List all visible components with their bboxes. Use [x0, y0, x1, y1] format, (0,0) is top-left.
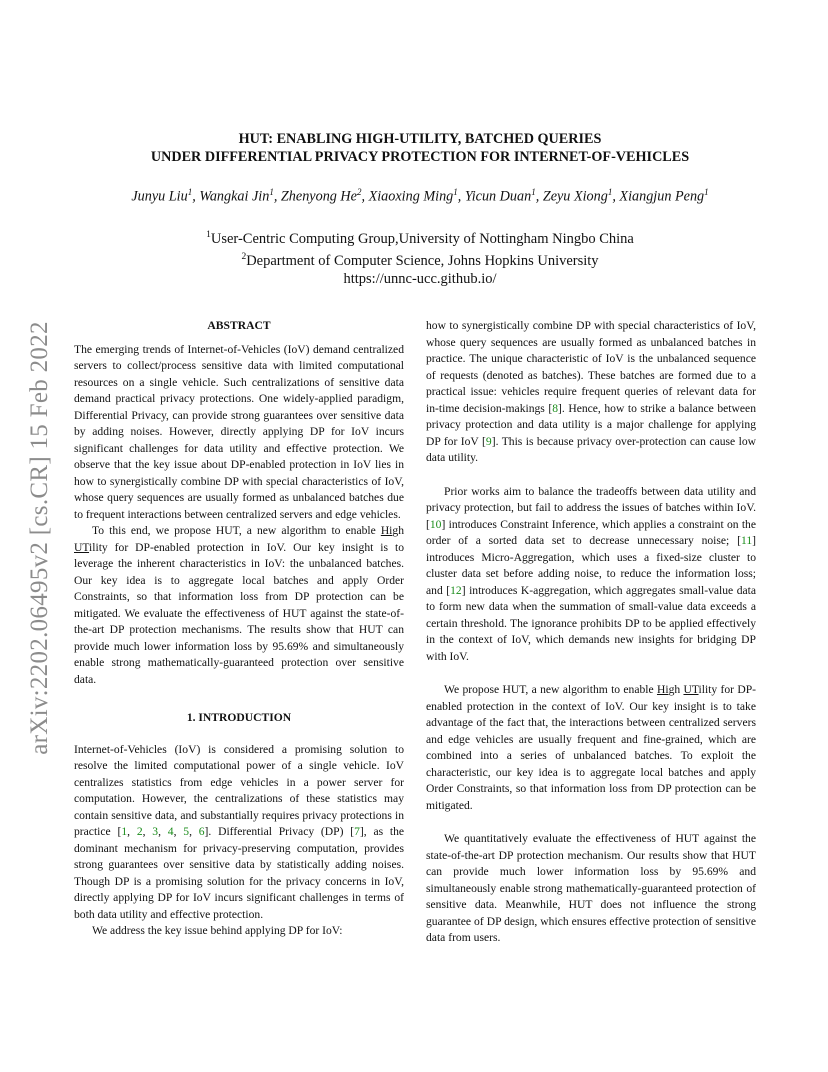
author-list: Junyu Liu$^1$, Wangkai Jin$^1$, Zhenyong He$^2$, Xiaoxing Ming$^1$, Yicun Duan$^1$, Zeyu Xiong$^1$, Xiangjun Peng$^1$: [131, 187, 709, 205]
author-name: Zhenyong He: [280, 188, 357, 205]
affiliation-1-mark: 1: [206, 230, 211, 240]
citation-link[interactable]: 7: [354, 825, 360, 838]
affiliations: [70, 226, 770, 288]
right-paragraph-3: We propose HUT, a new algorithm to enable High UTility for DP-enabled protection in the context of IoV. Our key insight is to take advantage of the fact that, the interactions between centralized servers and edge vehicles are usually frequent and fine-grained, which are combined into a series of unbalanced batches. To exploit the characteristic, our key idea is to aggregate local batches and apply Order Constraints, so that information loss from DP protection can be mitigated.: [426, 683, 757, 812]
group-url[interactable]: https://unnc-ucc.github.io/: [343, 270, 497, 287]
abstract-paragraph-2: To this end, we propose HUT, a new algorithm to enable High UTility for DP-enabled protection in IoV. Our key insight is to leverage the inherent characteristics in IoV: the unbalanced batches. Our key idea is to aggregate local batches and apply Order Constraints, so that information loss from DP protection can be mitigated. We evaluate the effectiveness of HUT against the state-of-the-art DP protection mechanisms. The results show that HUT can provide much lower information loss by 95.69% and simultaneously enable strong mathematically-guaranteed protection over sensitive data.: [74, 524, 404, 686]
author-name: Xiangjun Peng: [619, 188, 705, 205]
left-column: [74, 318, 404, 940]
citation-link[interactable]: 9: [485, 434, 492, 448]
abstract-paragraph-1: The emerging trends of Internet-of-Vehicles (IoV) demand centralized servers to collect/process sensitive data with limited computational resources on a single vehicle. Such centralizations of sensitive data demand practical privacy protections. One widely-applied paradigm, Differential Privacy, can provide strong guarantees over sensitive data by adding noises. However, directly applying DP for IoV incurs significant challenges for data utility and effective protection. We observe that the key issue about DP-enabled protection in IoV lies in how to synergistically combine DP with special characteristics of IoV, whose query sequences are usually formed as unbalanced batches due to frequent interactions between centralized servers and edge vehicles.: [74, 342, 404, 521]
right-column: [426, 318, 756, 947]
abstract-heading: ABSTRACT: [207, 319, 271, 332]
citation-link[interactable]: 6: [198, 825, 205, 838]
author-name: Wangkai Jin: [199, 188, 270, 205]
author-name: Yicun Duan: [464, 188, 532, 205]
author-affiliation-mark: 1: [607, 187, 613, 197]
author-affiliation-mark: 1: [187, 187, 193, 197]
author-affiliation-mark: 1: [453, 187, 458, 197]
author-name: Junyu Liu: [131, 188, 188, 205]
paper-title: [70, 130, 770, 166]
right-paragraph-1: how to synergistically combine DP with special characteristics of IoV, whose query sequences are usually formed as unbalanced batches in practice. The unique characteristic of IoV is the unbalanced sequence of requests (denoted as batches). These batches are formed due to a practical issue: vehicles require frequent queries of relevant data for in-time decision-makings [8]. Hence, how to strike a balance between privacy protection and data utility is a major challenge for applying DP for IoV [9]. This is because privacy over-protection can cause low data utility.: [426, 319, 756, 464]
citation-link[interactable]: 12: [450, 583, 462, 597]
introduction-heading: 1. INTRODUCTION: [186, 711, 292, 724]
right-paragraph-4: We quantitatively evaluate the effectiveness of HUT against the state-of-the-art DP protection mechanism. Our results show that HUT can provide much lower information loss by 95.69% and simultaneously enable strong mathematically-guaranteed protection of sensitive data. Meanwhile, HUT does not influence the strong guarantee of DP design, which ensures effective protection of sensitive data from users.: [426, 832, 756, 944]
citation-link[interactable]: 11: [740, 534, 753, 547]
title-line-1: HUT: ENABLING HIGH-UTILITY, BATCHED QUERIES: [238, 131, 602, 147]
arxiv-identifier: [18, 288, 62, 788]
affiliation-2: [70, 248, 770, 270]
intro-paragraph-1: Internet-of-Vehicles (IoV) is considered a promising solution to resolve the limited computational power of a single vehicle. IoV centralizes statistics from edge vehicles in a power server for computation. However, the centralizations of these statistics may contain sensitive data, and substantially requires privacy protections in practice [1, 2, 3, 4, 5, 6]. Differential Privacy (DP) [7], as the dominant mechanism for privacy-preserving computation, provides strong guarantees over sensitive data by statistically adding noises. Though DP is a promising solution for the privacy concerns in IoV, directly applying DP for IoV incurs significant challenges in terms of both data utility and effective protection.: [74, 742, 405, 921]
affiliation-1-text: User-Centric Computing Group,University of Nottingham Ningbo China: [210, 230, 634, 247]
affiliation-2-mark: 2: [241, 251, 247, 262]
citation-link[interactable]: 4: [167, 825, 174, 838]
right-paragraph-2: Prior works aim to balance the tradeoffs between data utility and privacy protection, but fail to address the issues of batches within IoV. [10] introduces Constraint Inference, which applies a constraint on the order of a sorted data set to decrease unnecessary noise; [11] introduces Micro-Aggregation, which uses a fixed-size cluster to cluster data set before adding noise, to reduce the information loss; and [12] introduces K-aggregation, which aggregates small-value data to form new data when the summation of small-value data exceeds a certain threshold. The ignorance prohibits DP to be applied effectively in the context of IoV, which demands new insights for bridging DP with IoV.: [426, 484, 757, 663]
citation-link[interactable]: 1: [121, 825, 128, 838]
citation-link[interactable]: 10: [429, 517, 442, 531]
author-affiliation-mark: 2: [356, 187, 362, 197]
affiliation-2-text: Department of Computer Science, Johns Hopkins University: [246, 252, 599, 269]
citation-link[interactable]: 5: [183, 825, 190, 838]
author-name: Xiaoxing Ming: [368, 188, 454, 205]
author-affiliation-mark: 1: [704, 187, 709, 197]
citation-link[interactable]: 8: [552, 401, 559, 415]
arxiv-identifier-text: arXiv:2202.06495v2 [cs.CR] 15 Feb 2022: [26, 321, 53, 755]
intro-paragraph-2: We address the key issue behind applying DP for IoV:: [92, 924, 343, 937]
affiliation-1: [70, 226, 770, 248]
citation-link[interactable]: 3: [152, 825, 159, 838]
author-affiliation-mark: 1: [531, 187, 536, 197]
author-name: Zeyu Xiong: [542, 188, 608, 205]
author-affiliation-mark: 1: [269, 187, 274, 197]
citation-link[interactable]: 2: [136, 825, 143, 838]
title-line-2: UNDER DIFFERENTIAL PRIVACY PROTECTION FOR INTERNET-OF-VEHICLES: [150, 149, 690, 165]
